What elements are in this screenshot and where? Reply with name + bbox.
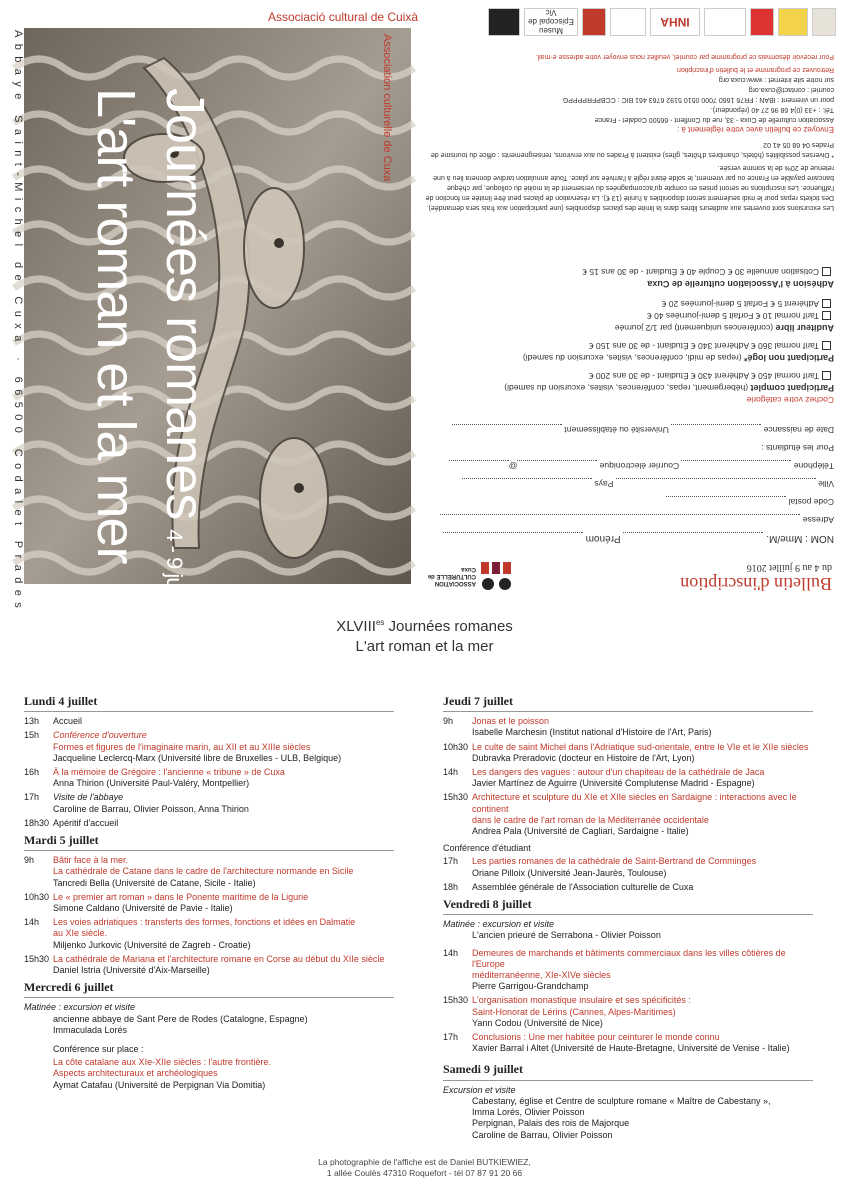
event-row [24, 855, 394, 889]
complet-desc: (hébergement, repas, conférences, visites, excursion du samedi) [504, 383, 749, 393]
event-speaker: Dubravka Preradovic (docteur en Histoire de l'Art, Lyon) [472, 752, 695, 763]
event-title: Les voies adriatiques : transferts des formes, fonctions et idées en Dalmatie [53, 917, 356, 928]
event-title: Conférence d'ouverture [53, 730, 147, 741]
adhesion-row: Cotisation annuelle 30 € Couple 40 € Étudiant - de 30 ans 15 € [582, 267, 819, 277]
day-saturday [443, 1064, 813, 1140]
dept-logo [750, 8, 774, 36]
event-speaker: Andrea Pala (Université de Cagliari, Sardaigne - Italie) [472, 826, 689, 837]
event-row [24, 892, 394, 914]
conditions-section [424, 51, 834, 212]
nonloge-head: Participant non logé* [743, 353, 834, 363]
event-speaker: Javier Martínez de Aguirre (Université Complutense Madrid - Espagne) [472, 778, 755, 789]
wednesday-line2: Immaculada Lorés [53, 1024, 128, 1035]
pays-label: Pays [594, 479, 614, 489]
conf-red2: Aspects architecturaux et archéologiques [53, 1068, 218, 1079]
conf-author: Aymat Catafau (Université de Perpignan Via Domitia) [53, 1079, 266, 1090]
friday-matinee: Matinée : excursion et visite [443, 919, 555, 930]
telephone-label: Téléphone [793, 461, 834, 471]
event-speaker: Anna Thirion (Université Paul-Valéry, Montpellier) [53, 778, 250, 789]
event-title: À la mémoire de Grégoire : l'ancienne « tribune » de Cuxa [53, 767, 285, 778]
event-row [443, 767, 813, 789]
ac-logo [424, 554, 514, 594]
event-time: 17h [443, 1032, 459, 1043]
event-speaker: Apéritif d'accueil [53, 817, 119, 828]
day-thursday [443, 696, 813, 893]
event-speaker: Simone Caldano (Université de Pavie - Italie) [53, 903, 233, 914]
ville-input[interactable] [616, 478, 816, 487]
day-block [24, 696, 394, 829]
nom-label: NOM : Mme/M. [766, 533, 834, 544]
courriel-label: Courrier électronique [599, 461, 680, 471]
region-logo [778, 8, 808, 36]
category-section [424, 266, 834, 406]
event-row [24, 818, 394, 829]
conf-red1: La côte catalane aux XIe-XIIe siècles : l'autre frontière. [53, 1057, 271, 1068]
event-title: La cathédrale de Catane dans le cadre de l'architecture normande en Sicile [53, 866, 354, 877]
sponsor-logos [426, 6, 836, 40]
event-speaker: Daniel Istria (Université d'Aix-Marseille) [53, 965, 210, 976]
wednesday-line1: ancienne abbaye de Sant Pere de Rodes (Catalogne, Espagne) [53, 1013, 308, 1024]
day-title: Samedi 9 juillet [443, 1062, 523, 1077]
programme-left-column [24, 690, 394, 1091]
saturday-line: Cabestany, église et Centre de sculpture romane « Maître de Cabestany », [472, 1095, 771, 1106]
saturday-line: Caroline de Barrau, Olivier Poisson [472, 1129, 613, 1140]
day-title: Mardi 5 juillet [24, 833, 99, 848]
libre-normal-checkbox[interactable] [822, 311, 831, 320]
ac-logo-text: ASSOCIATION CULTURELLE de Cuxa [427, 566, 476, 586]
event-speaker: Pierre Garrigou-Grandchamp [472, 981, 589, 992]
musee-logo: Museu Episcopal de Vic [524, 8, 578, 36]
saturday-line: Imma Lorés, Olivier Poisson [472, 1107, 585, 1118]
event-row [443, 742, 813, 764]
registration-form [416, 0, 842, 600]
event-speaker: Yann Codou (Université de Nice) [472, 1017, 603, 1028]
event-row [443, 1032, 813, 1054]
telephone-input[interactable] [681, 460, 791, 469]
programme-theme: L'art roman et la mer [355, 638, 494, 655]
event-title: au XIe siècle. [53, 928, 108, 939]
event-row [443, 995, 813, 1029]
edition-sup: es [375, 618, 385, 627]
wednesday-matinee: Matinée : excursion et visite [24, 1002, 136, 1013]
event-row [443, 856, 813, 878]
event-title: Les dangers des vagues : autour d'un chapiteau de la cathédrale de Jaca [472, 767, 765, 778]
event-title: Demeures de marchands et bâtiments commerciaux dans les villes côtières de l'Europe [472, 947, 786, 969]
programme-right-column [443, 690, 813, 1141]
event-title: méditerranéenne, XIe-XIVe siècles [472, 970, 611, 981]
event-row [443, 882, 813, 893]
inha-logo: INHA [650, 8, 700, 36]
event-time: 18h30 [24, 817, 50, 828]
libre-row1: Tarif normal 10 € Forfait 5 demi-journées 40 € [647, 311, 819, 321]
event-time: 15h30 [24, 953, 50, 964]
event-row [443, 792, 813, 837]
event-speaker: Miljenko Jurkovic (Université de Zagreb - Croatie) [53, 939, 251, 950]
event-time: 15h30 [443, 995, 469, 1006]
event-time: 13h [24, 716, 40, 727]
event-title: Conclusions : Une mer habitée pour ceinturer le monde connu [472, 1032, 720, 1043]
identity-fields [424, 424, 834, 544]
prenom-label: Prénom [585, 533, 621, 544]
poster-title-line2: L'art roman et la mer [86, 88, 146, 564]
event-time: 14h [24, 917, 40, 928]
adhesion-checkbox[interactable] [822, 267, 831, 276]
event-speaker: Jacqueline Leclercq-Marx (Université libre de Bruxelles - ULB, Belgique) [53, 752, 342, 763]
form-title-block [680, 562, 832, 594]
nom-input[interactable] [623, 532, 763, 541]
adresse-label: Adresse [802, 515, 834, 525]
event-time: 9h [24, 855, 35, 866]
saturday-line: Perpignan, Palais des rois de Majorque [472, 1118, 630, 1129]
day-title: Mercredi 6 juillet [24, 980, 114, 995]
code-postal-input[interactable] [666, 496, 786, 505]
event-speaker: Accueil [53, 716, 83, 727]
day-wednesday [24, 982, 394, 1091]
event-time: 10h30 [443, 741, 469, 752]
courriel-line: courriel : contact@cuxa.org [748, 86, 834, 93]
event-speaker: Visite de l'abbaye [53, 792, 124, 803]
day-friday [443, 899, 813, 1054]
poster-dates: 4 - 9 juillet 2016 [162, 529, 187, 667]
address-line2: Tél. : +33 (0)4 68 96 27 40 (répondeur). [710, 106, 834, 113]
friday-matinee-line: L'ancien prieuré de Serrabona - Olivier Poisson [472, 930, 661, 941]
naissance-label: Date de naissance [763, 425, 834, 435]
credit-line2: 1 allée Coulès 47310 Roquefort - tél 07 87 91 20 66 [326, 1168, 523, 1178]
event-row [443, 716, 813, 738]
ville-label: Ville [818, 479, 834, 489]
event-time: 15h30 [443, 792, 469, 803]
edition-rest: Journées romanes [384, 618, 513, 635]
universite-label: Université ou établissement [564, 425, 669, 435]
credit-line1: La photographie de l'affiche est de Daniel BUTKIEWIEZ, [318, 1157, 531, 1167]
courriel-input[interactable] [517, 460, 597, 469]
prenom-input[interactable] [443, 532, 583, 541]
black-logo [488, 8, 520, 36]
event-title: Le « premier art roman » dans le Ponente maritime de la Ligurie [53, 891, 309, 902]
desinscrire-line: Pour recevoir désormais ce programme par courriel, veuillez nous envoyer votre adresse e-mail. [535, 53, 834, 60]
assoc-catalan: Associació cultural de Cuixà [268, 10, 419, 24]
m-logo [582, 8, 606, 36]
event-speaker: Assemblée générale de l'Association culturelle de Cuxa [472, 881, 694, 892]
event-time: 17h [24, 792, 40, 803]
event-title: L'organisation monastique insulaire et ses spécificités : [472, 995, 691, 1006]
libre-row2: Adhérent 5 € Forfait 5 demi-journées 20 € [661, 299, 819, 309]
nonloge-desc: (repas de midi, conférences, visites, excursion du samedi) [522, 353, 742, 363]
event-speaker: Isabelle Marchesin (Institut national d'Histoire de l'Art, Paris) [472, 727, 712, 738]
saturday-label: Excursion et visite [443, 1084, 516, 1095]
programme-heading [0, 613, 849, 657]
event-title: Les parties romanes de la cathédrale de Saint-Bertrand de Comminges [472, 856, 757, 867]
event-row [24, 716, 394, 727]
edition-number: XLVIII [336, 618, 376, 635]
event-row [24, 767, 394, 789]
event-time: 18h [443, 881, 459, 892]
flag-logo [812, 8, 836, 36]
etudiants-label: Pour les étudiants : [761, 443, 834, 453]
event-title: dans le cadre de l'art roman de la Méditerranée occidentale [472, 814, 709, 825]
envoyez-label: Envoyez ce bulletin avec votre règlement à : [677, 125, 834, 134]
event-title: Jonas et le poisson [472, 716, 550, 727]
event-speaker: Xavier Barral i Altet (Université de Haute-Bretagne, Université de Venise - Italie) [472, 1043, 790, 1054]
assoc-french-vertical: Association culturelle de Cuxa [381, 34, 393, 182]
abbey-address-vertical: Abbaye Saint-Michel de Cuxa · 66500 Codalet Prades [12, 30, 24, 615]
event-speaker: Tancredi Bella (Université de Catane, Sicile - Italie) [53, 877, 256, 888]
event-row [24, 954, 394, 976]
event-title: La cathédrale de Mariana et l'architecture romane en Corse au début du XIIe siècle [53, 953, 385, 964]
event-title: Architecture et sculpture du XIe et XIIe siècles en Sardaigne : interactions avec le continent [472, 792, 797, 814]
event-time: 14h [443, 767, 459, 778]
site-line: sur notre site internet : www.cuxa.org [718, 76, 834, 83]
event-row [24, 792, 394, 814]
conditions-text: Les excursions sont ouvertes aux auditeurs libres dans la limite des places disponibles (une participation aux frais sera demandée). Des tickets repas pour le midi seulement seront disponibles à l'unité (13 €). La réservation de places peut être limitée en fonction de l'affluence. Les inscriptions ne seront prises en compte qu'accompagnées du versement de la moitié du colloque, par chèque bancaire payable en France ou par virement, le solde étant réglé à l'arrivée sur place. Toute annulation tardive donnera lieu à une retenue de 20% de la somme versée. [425, 164, 834, 211]
event-time: 14h [443, 947, 459, 958]
libre-desc: (conférences uniquement) par 1/2 journée [614, 323, 774, 333]
adhesion-head: Adhésion à l'Association culturelle de Cuxa [647, 279, 834, 289]
event-time: 9h [443, 716, 454, 727]
event-title: Saint-Honorat de Lérins (Cannes, Alpes-Maritimes) [472, 1006, 676, 1017]
event-row [24, 917, 394, 951]
event-title: Formes et figures de l'imaginaire marin, au XII et au XIIIe siècles [53, 741, 311, 752]
universite-input[interactable] [452, 424, 562, 433]
left-days [24, 696, 394, 976]
cochez-label: Cochez votre catégorie [746, 395, 834, 405]
address-line1: Association culturelle de Cuxa - 33, rue du Conflent - 66500 Codalet - France [594, 116, 834, 123]
libre-adherent-checkbox[interactable] [822, 299, 831, 308]
naissance-input[interactable] [671, 424, 761, 433]
form-title: Bulletin d'inscription [680, 574, 832, 594]
lodging-text: * Diverses possibilités (hôtels, chambres d'hôtes, gîtes) existent à Prades ou aux environs, renseignements : office du tourisme de Prades 04 68 05 41 02 [430, 141, 834, 158]
arobase: @ [508, 461, 518, 471]
ac-logo-icon [478, 558, 514, 592]
code-postal-label: Code postal [788, 497, 834, 507]
conf-place-label: Conférence sur place : [53, 1044, 144, 1055]
complet-rates: Tarif normal 450 € Adhérent 430 € Étudiant - de 30 ans 200 € [588, 371, 819, 381]
day-title: Lundi 4 juillet [24, 694, 98, 708]
nonloge-rates: Tarif normal 360 € Adhérent 340 € Étudiant - de 30 ans 150 € [588, 341, 819, 351]
student-label: Conférence d'étudiant [443, 843, 531, 854]
courriel-domain-input[interactable] [449, 460, 509, 469]
complet-checkbox[interactable] [822, 371, 831, 380]
day-block [24, 835, 394, 976]
event-time: 16h [24, 767, 40, 778]
event-speaker: Oriane Pilloix (Université Jean-Jaurès, Toulouse) [472, 867, 667, 878]
photo-credit [0, 1157, 849, 1179]
event-row [443, 948, 813, 993]
adresse-input[interactable] [440, 514, 800, 523]
event-time: 17h [443, 856, 459, 867]
libre-head: Auditeur libre [775, 323, 834, 333]
event-time: 10h30 [24, 891, 50, 902]
form-subtitle: du 4 au 9 juillet 2016 [746, 562, 832, 573]
day-title: Vendredi 8 juillet [443, 897, 532, 912]
event-time: 15h [24, 730, 40, 741]
event-title: Bâtir face à la mer. [53, 855, 129, 866]
event-speaker: Caroline de Barrau, Olivier Poisson, Anna Thirion [53, 803, 249, 814]
day-title: Jeudi 7 juillet [443, 694, 514, 708]
event-title: Le culte de saint Michel dans l'Adriatique sud-orientale, entre le VIe et le XIIe siècles [472, 741, 809, 752]
univ-logo [610, 8, 646, 36]
iban-line: pour un virement : IBAN : FR76 1660 7000 0510 5192 6763 461 BIC : CCBPFRPPPPG [562, 96, 834, 103]
event-row [24, 730, 394, 764]
complet-head: Participant complet [750, 383, 834, 393]
pays-input[interactable] [462, 478, 592, 487]
poster-title [14, 88, 215, 667]
nonloge-checkbox[interactable] [822, 341, 831, 350]
retrouvez-line: Retrouvez ce programme et le bulletin d'inscription [677, 66, 834, 73]
ministry-logo [704, 8, 746, 36]
poster-title-line1: Journées romanes [155, 88, 215, 520]
